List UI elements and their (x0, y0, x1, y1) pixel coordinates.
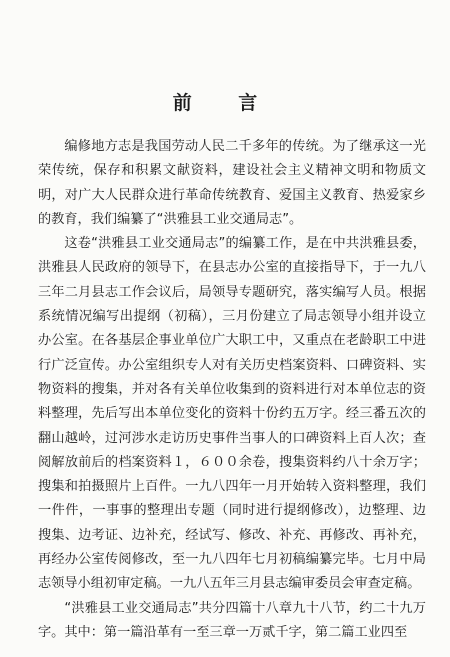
page-title: 前 言 (172, 92, 278, 114)
document-body (38, 135, 426, 645)
paragraph-1: 编修地方志是我国劳动人民二千多年的传统。为了继承这一光荣传统，保存和积累文献资料，建设社会主义精神文明和物质文明，对广大人民群众进行革命传统教育、爱国主义教育、热爱家乡的教育，我们编纂了“洪雅县工业交通局志”。 (38, 139, 426, 227)
paragraph-3: “洪雅县工业交通局志”共分四篇十八章九十八节，约二十九万字。其中：第一篇沿革有一至三章一万贰千字，第二篇工业四至 (38, 600, 426, 640)
paragraph-2: 这卷“洪雅县工业交通局志”的编纂工作，是在中共洪雅县委，洪雅县人民政府的领导下，在县志办公室的直接指导下，于一九八三年二月县志工作会议后，局领导专题研究，落实编写人员。根据系统情况编写出提纲（初稿），三月份建立了局志领导小组并设立办公室。在各基层企事业单位广大职工中，又重点在老龄职工中进行广泛宣传。办公室组织专人对有关历史档案资料、口碑资料、实物资料的搜集，并对各有关单位收集到的资料进行对本单位志的资料整理，先后写出本单位变化的资料十份约五万字。经三番五次的翻山越岭，过河涉水走访历史事件当事人的口碑资料上百人次；查阅解放前后的档案资料１，６００余卷，搜集资料约八十余万字；搜集和拍摄照片上百件。一九八四年一月开始转入资料整理，我们一件件，一事事的整理出专题（同时进行提纲修改），边整理、边搜集、边考证、边补充，经试写、修改、补充、再修改、再补充，再经办公室传阅修改，至一九八四年七月初稿编纂完毕。七月中局志领导小组初审定稿。一九八五年三月县志编审委员会审查定稿。 (38, 236, 426, 592)
